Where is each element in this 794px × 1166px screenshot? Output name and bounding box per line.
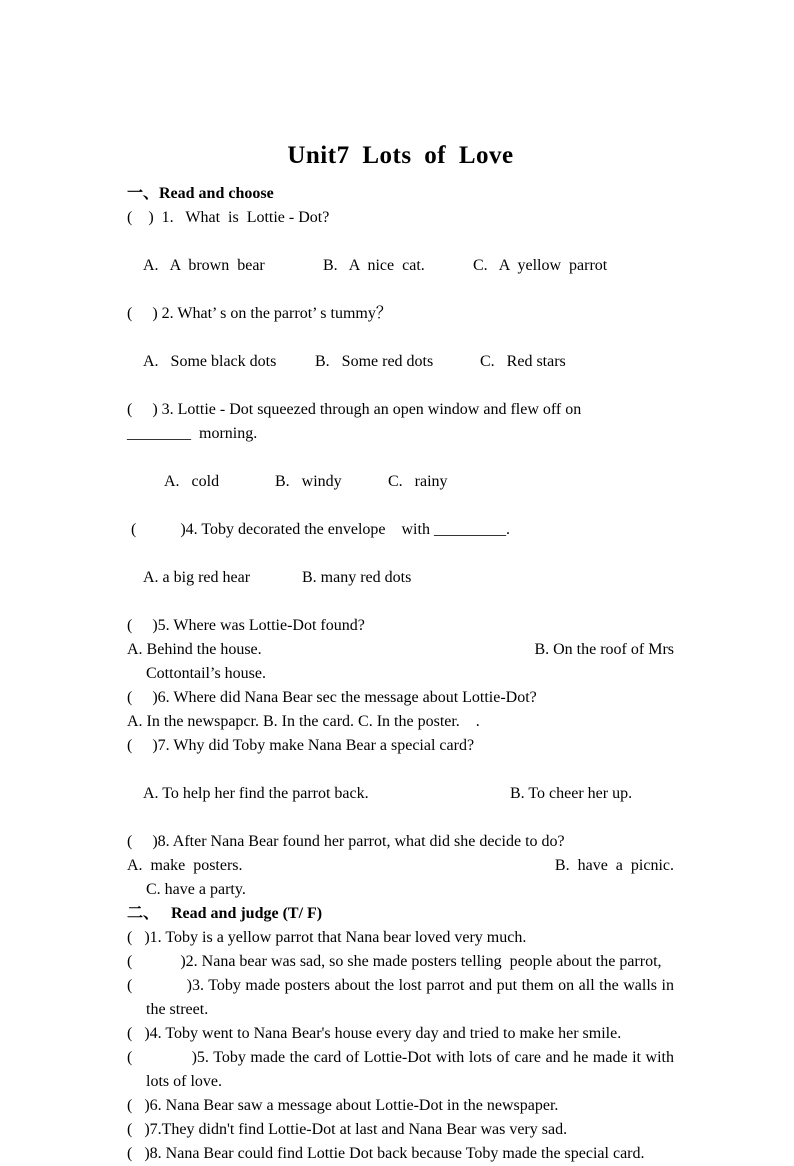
- option-a: A. Some black dots: [143, 353, 277, 370]
- question-4-stem: ( )4. Toby decorated the envelope with _________.: [127, 521, 510, 538]
- question-1-options: [127, 230, 674, 302]
- option-a: A. cold: [164, 473, 220, 490]
- option-b: B. Some red dots: [315, 353, 434, 370]
- judge-item-6: ( )6. Nana Bear saw a message about Lottie-Dot in the newspaper.: [127, 1097, 559, 1114]
- section-2-heading: 二、 Read and judge (T/ F): [127, 905, 323, 922]
- option-a: A. A brown bear: [143, 257, 265, 274]
- page-title: Unit7 Lots of Love: [287, 142, 514, 169]
- judge-item-3: [127, 974, 678, 1022]
- question-2-options: [127, 326, 674, 398]
- option-c: C. rainy: [388, 473, 448, 490]
- question-3-stem: ( ) 3. Lottie - Dot squeezed through an open window and flew off on: [127, 401, 582, 418]
- question-4-options: [127, 542, 674, 614]
- question-3-options: [127, 446, 674, 518]
- question-5-option-continued: Cottontail’s house.: [146, 665, 266, 682]
- judge-item-7: ( )7.They didn't find Lottie-Dot at last and Nana Bear was very sad.: [127, 1121, 568, 1138]
- judge-item-4: [127, 1022, 674, 1046]
- worksheet: [127, 140, 678, 1166]
- question-5-stem: ( )5. Where was Lottie-Dot found?: [127, 617, 365, 634]
- option-b: B. A nice cat.: [323, 257, 425, 274]
- judge-item-3-text: ( )3. Toby made posters about the lost parrot and put them on all the walls in the street.: [127, 977, 678, 1018]
- judge-item-4-text: ( )4. Toby went to Nana Bear's house every day and tried to make her smile.: [127, 1025, 622, 1042]
- question-1-stem: ( ) 1. What is Lottie - Dot?: [127, 209, 330, 226]
- option-c: C. A yellow parrot: [473, 257, 608, 274]
- section-1-heading: 一、Read and choose: [127, 185, 274, 202]
- judge-item-5-text: ( )5. Toby made the card of Lottie-Dot with lots of care and he made it with lots of love.: [127, 1049, 678, 1090]
- option-b: B. windy: [275, 473, 342, 490]
- judge-item-5: [127, 1046, 678, 1094]
- judge-item-1: ( )1. Toby is a yellow parrot that Nana bear loved very much.: [127, 929, 527, 946]
- question-8-stem: ( )8. After Nana Bear found her parrot, what did she decide to do?: [127, 833, 565, 850]
- judge-item-8: [127, 1142, 674, 1166]
- option-b: B. have a picnic.: [554, 857, 674, 874]
- option-b: B. To cheer her up.: [510, 785, 633, 802]
- question-5-options: [127, 638, 674, 662]
- option-b: B. many red dots: [302, 569, 412, 586]
- question-8-option-continued: C. have a party.: [146, 881, 246, 898]
- option-a: A. To help her find the parrot back.: [143, 785, 369, 802]
- question-8-options: [127, 854, 674, 878]
- option-b: B. On the roof of Mrs: [534, 641, 674, 658]
- question-6-options: A. In the newspapcr. B. In the card. C. In the poster. .: [127, 713, 480, 730]
- option-a: A. a big red hear: [143, 569, 251, 586]
- judge-item-2: [127, 950, 674, 974]
- judge-item-8-text: ( )8. Nana Bear could find Lottie Dot back because Toby made the special card.: [127, 1145, 645, 1162]
- question-6-stem: ( )6. Where did Nana Bear sec the message about Lottie-Dot?: [127, 689, 537, 706]
- question-3-stem-continued: ________ morning.: [127, 425, 258, 442]
- judge-item-2-text: ( )2. Nana bear was sad, so she made posters telling people about the parrot,: [127, 953, 662, 970]
- question-7-stem: ( )7. Why did Toby make Nana Bear a special card?: [127, 737, 475, 754]
- question-2-stem: ( ) 2. What’ s on the parrot’ s tummy？: [127, 305, 392, 322]
- question-7-options: [127, 758, 674, 830]
- option-c: C. Red stars: [480, 353, 566, 370]
- option-a: A. make posters.: [127, 857, 243, 874]
- option-a: A. Behind the house.: [127, 641, 262, 658]
